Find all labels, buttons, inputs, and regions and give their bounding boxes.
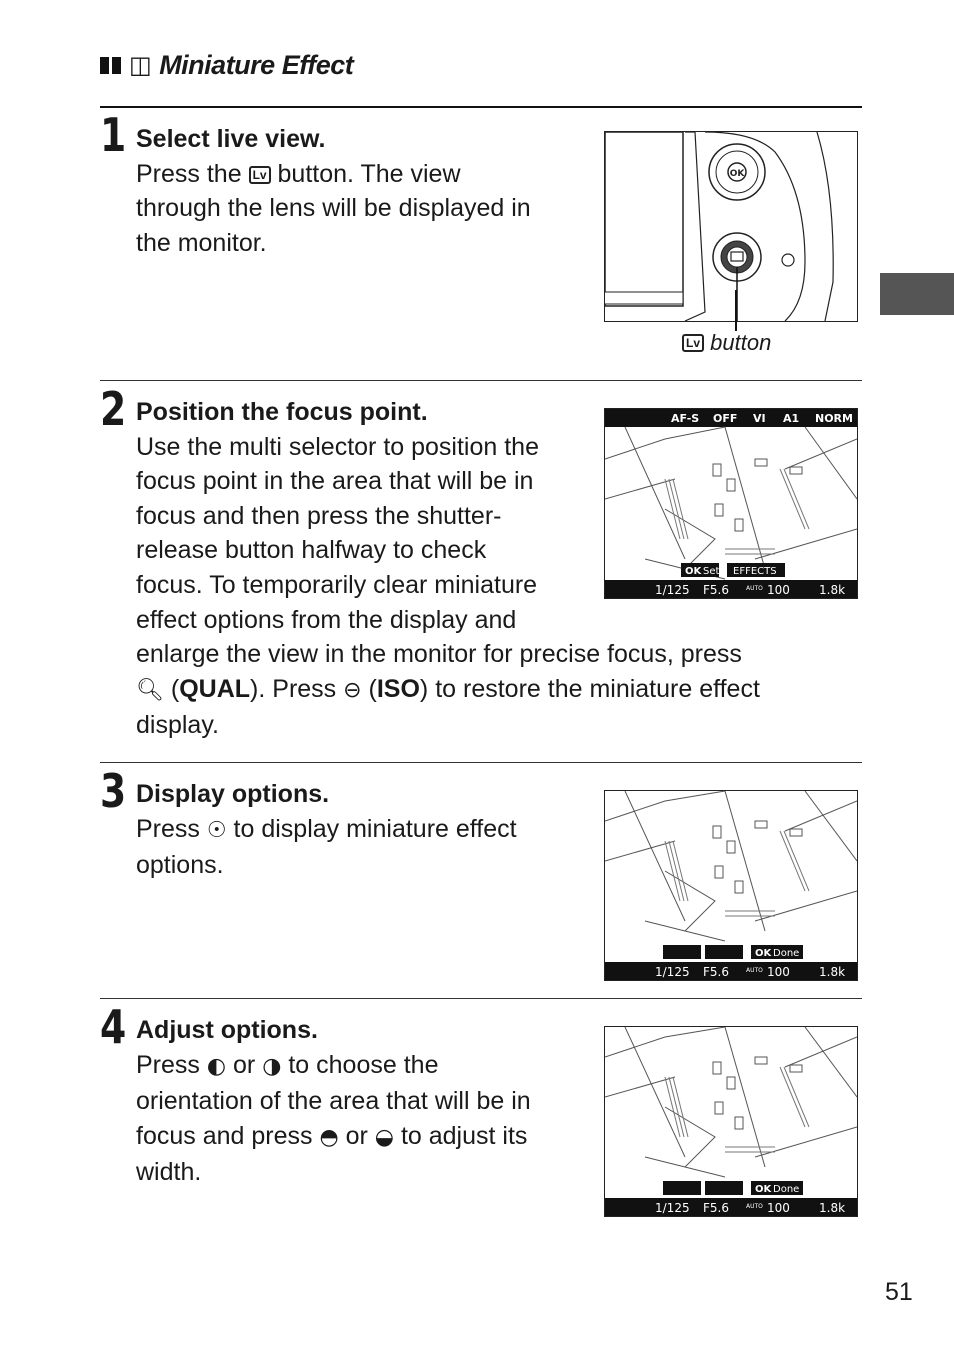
iso-auto: AUTO: [746, 967, 763, 974]
active-dlighting-indicator: OFF: [713, 412, 738, 425]
step-3-title: Display options.: [136, 780, 330, 808]
multi-selector-right-icon: ◑: [262, 1053, 282, 1079]
camera-back-drawing: [605, 132, 857, 321]
step-4-line-4: width.: [136, 1158, 202, 1187]
step-number-4: 4: [100, 1000, 127, 1054]
camera-back-illustration: [604, 131, 858, 322]
white-balance-indicator: A1: [783, 412, 800, 425]
multi-selector-down-icon: ◒: [374, 1124, 394, 1150]
iso-auto: AUTO: [746, 1203, 763, 1210]
live-view-scene: [605, 1027, 857, 1216]
iso-button-label: ISO: [376, 674, 420, 703]
multi-selector-left-icon: ◐: [206, 1053, 227, 1079]
step-2-line: focus. To temporarily clear miniature: [136, 570, 538, 599]
zoom-out-icon: ⊖: [343, 677, 362, 703]
step-4-text: [136, 1013, 586, 1190]
shutter-speed: 1/125: [655, 965, 690, 979]
image-quality-indicator: NORM: [815, 412, 853, 425]
zoom-in-icon: 🔍︎: [136, 677, 164, 703]
qual-button-label: QUAL: [179, 674, 251, 703]
miniature-mode-icon: ◫: [129, 52, 152, 79]
iso-auto: AUTO: [746, 585, 763, 592]
step-2-line: Use the multi selector to position the: [136, 432, 539, 461]
section-marker-icon: [100, 57, 121, 74]
step-4-title: Adjust options.: [136, 1016, 318, 1044]
step-number-2: 2: [100, 382, 127, 436]
lv-button-icon: Lv: [682, 334, 704, 352]
aperture: F5.6: [703, 1201, 729, 1215]
chapter-tab: [880, 273, 954, 315]
remaining-shots: 1.8k: [819, 1201, 846, 1215]
live-view-scene: [605, 409, 857, 598]
step-1-line-2: through the lens will be displayed in: [136, 194, 531, 223]
live-view-screen-effects: [604, 408, 858, 599]
step-2-title: Position the focus point.: [136, 398, 428, 426]
picture-control-indicator: VI: [753, 412, 766, 425]
remaining-shots: 1.8k: [819, 583, 846, 597]
step-1-title: Select live view.: [136, 125, 326, 153]
remaining-shots: 1.8k: [819, 965, 846, 979]
step-3-line-1: Press ☉ to display miniature effect: [136, 814, 517, 843]
effects-label: EFFECTS: [733, 566, 777, 577]
shutter-speed: 1/125: [655, 583, 690, 597]
step-3-text: [136, 777, 586, 883]
live-view-screen-adjust: [604, 1026, 858, 1217]
step-divider: [100, 762, 862, 763]
section-title-text: Miniature Effect: [159, 50, 354, 80]
step-divider: [100, 380, 862, 381]
live-view-scene: [605, 791, 857, 980]
done-label: Done: [773, 1184, 800, 1195]
iso-value: 100: [767, 583, 790, 597]
step-2-line: 🔍︎ (QUAL). Press ⊖ (ISO) to restore the miniature effect: [136, 674, 760, 703]
step-2-line: focus and then press the shutter-: [136, 501, 502, 530]
section-rule: [100, 106, 862, 108]
af-mode-indicator: AF-S: [671, 412, 700, 425]
shutter-speed: 1/125: [655, 1201, 690, 1215]
step-2-line: display.: [136, 711, 219, 740]
iso-value: 100: [767, 1201, 790, 1215]
ok-label: OK: [755, 1184, 772, 1195]
aperture: F5.6: [703, 583, 729, 597]
step-3-line-2: options.: [136, 851, 224, 880]
callout-line: [735, 290, 737, 331]
step-1-line-3: the monitor.: [136, 228, 267, 257]
step-4-line-1: Press ◐ or ◑ to choose the: [136, 1050, 439, 1079]
ok-button-icon: ☉: [206, 817, 227, 843]
lv-button-caption: Lv button: [682, 330, 771, 356]
live-view-screen-options: [604, 790, 858, 981]
svg-text:OK: OK: [729, 169, 745, 179]
ok-label: OK: [685, 566, 702, 577]
aperture: F5.6: [703, 965, 729, 979]
step-number-3: 3: [100, 764, 127, 818]
step-1-line-1: Press the Lv button. The view: [136, 159, 461, 188]
step-1-text: [136, 122, 586, 260]
step-2-line: focus point in the area that will be in: [136, 467, 534, 496]
page-number: 51: [885, 1278, 913, 1306]
step-2-line: enlarge the view in the monitor for precise focus, press: [136, 640, 742, 669]
set-label: Set: [703, 566, 720, 577]
lv-button-icon: Lv: [249, 166, 271, 184]
step-2-line: effect options from the display and: [136, 605, 517, 634]
step-4-line-3: focus and press ◓ or ◒ to adjust its: [136, 1121, 528, 1150]
step-4-line-2: orientation of the area that will be in: [136, 1087, 531, 1116]
step-divider: [100, 998, 862, 999]
multi-selector-up-icon: ◓: [319, 1124, 339, 1150]
step-2-line: release button halfway to check: [136, 536, 487, 565]
ok-label: OK: [755, 948, 772, 959]
done-label: Done: [773, 948, 800, 959]
step-number-1: 1: [100, 108, 127, 162]
iso-value: 100: [767, 965, 790, 979]
section-title: [100, 50, 353, 81]
